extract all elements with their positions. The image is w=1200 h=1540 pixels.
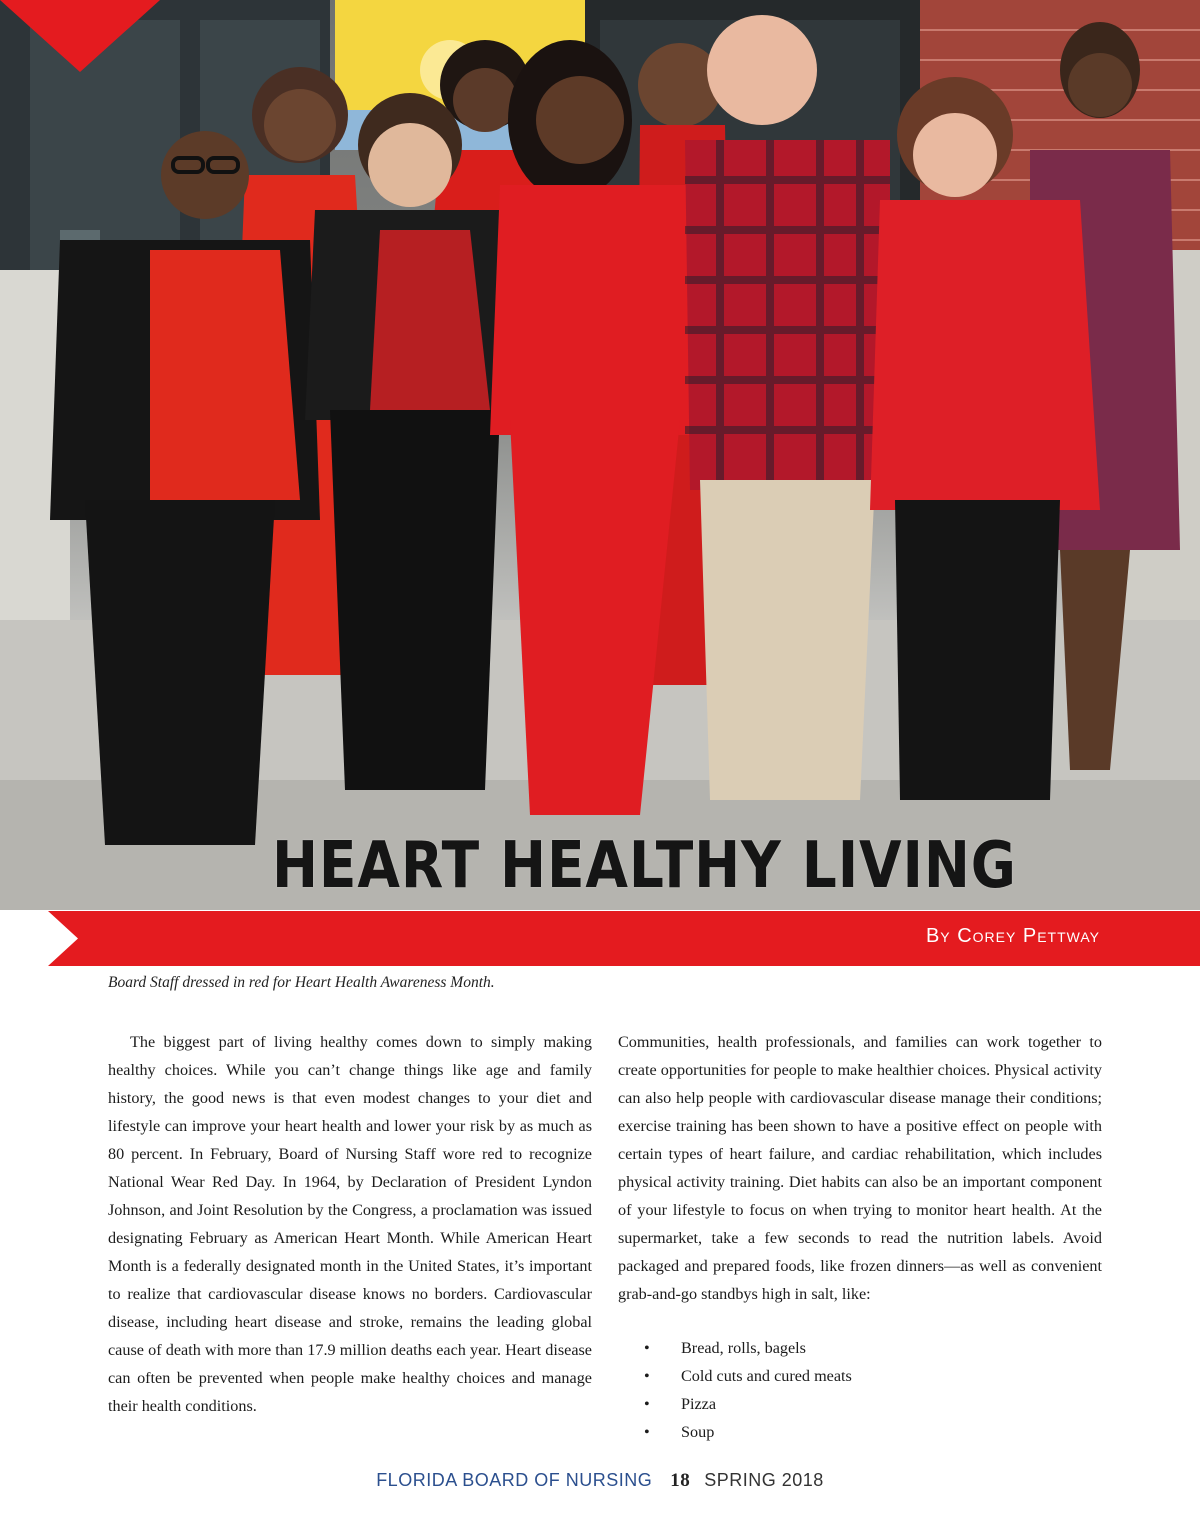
body-paragraph-left: The biggest part of living healthy comes down to simply making healthy choices. While you can’t change things like age and family history, the good news is that even modest changes to your diet and lifestyle can improve your heart health and lower your risk by as much as 80 percent. In February, Board of Nursing Staff wore red to recognize National Wear Red Day. In 1964, by Declaration of President Lyndon Johnson, and Joint Resolution by the Congress, a proclamation was issued designating February as American Heart Month. While American Heart Month is a federally designated month in the United States, it’s important to realize that cardiovascular disease knows no borders. Cardiovascular disease, including heart disease and stroke, remains the leading global cause of death with more than 17.9 million deaths each year. Heart disease can often be prevented when people make healthy choices and manage their health conditions. [108, 1033, 592, 1415]
bullet-icon: • [644, 1423, 650, 1441]
footer-issue: SPRING 2018 [704, 1470, 824, 1490]
list-item-text: Bread, rolls, bagels [681, 1339, 806, 1357]
list-item [640, 1390, 852, 1418]
corner-chevron-mark [0, 0, 160, 72]
list-item-text: Cold cuts and cured meats [681, 1367, 852, 1385]
bullet-icon: • [644, 1367, 650, 1385]
list-item [640, 1418, 852, 1446]
footer-publication: FLORIDA BOARD OF NURSING [376, 1470, 653, 1490]
list-item-text: Soup [681, 1423, 715, 1441]
list-item [640, 1334, 852, 1362]
bullet-icon: • [644, 1339, 650, 1357]
title-banner [48, 911, 1200, 966]
article-title: HEART HEALTHY LIVING [272, 829, 1017, 903]
footer-page-number: 18 [670, 1470, 691, 1491]
list-item [640, 1362, 852, 1390]
page-footer [0, 1470, 1200, 1492]
body-paragraph-right: Communities, health professionals, and families can work together to create opportunities for people to make healthier choices. Physical activity can also help people with cardiovascular disease manage their conditions; exercise training has been shown to have a positive effect on people with certain types of heart failure, and cardiac rehabilitation, which includes physical activity training. Diet habits can also be an important component of your lifestyle to focus on when trying to monitor heart health. At the supermarket, take a few seconds to read the nutrition labels. Avoid packaged and prepared foods, like frozen dinners—as well as convenient grab-and-go standbys high in salt, like: [618, 1033, 1102, 1303]
photo-caption: Board Staff dressed in red for Heart Health Awareness Month. [108, 974, 495, 991]
byline: By Corey Pettway [925, 925, 1100, 947]
list-item-text: Pizza [681, 1395, 717, 1413]
bullet-icon: • [644, 1395, 650, 1413]
salty-foods-list [640, 1334, 852, 1446]
